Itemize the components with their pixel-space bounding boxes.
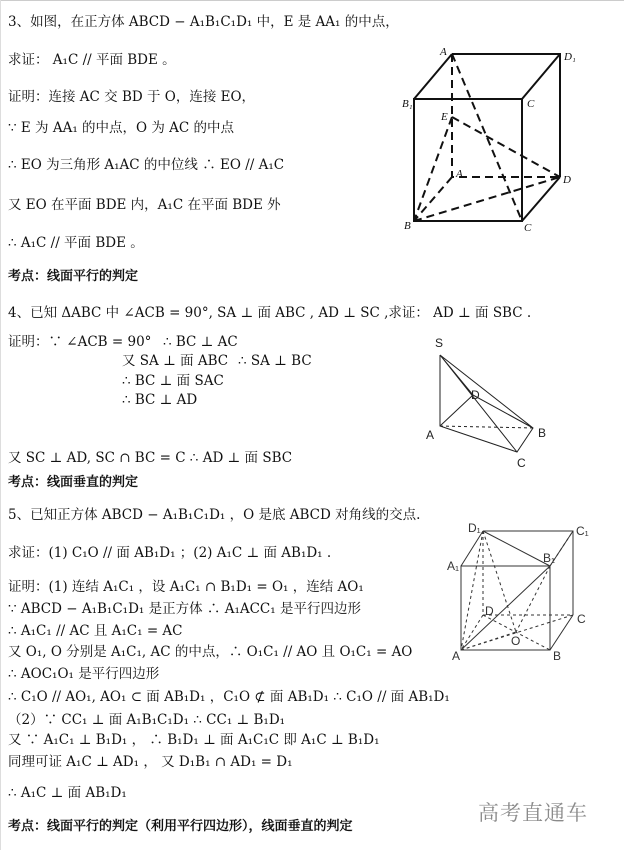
p3-kaodian: 考点：线面平行的判定 [8,269,139,284]
p4-proof-label: 证明：∵ ∠ACB = 90° [8,334,152,350]
label-S: S [435,336,444,350]
p4-step-1-right: ∴ BC ⊥ AC [163,334,238,350]
label-A-lower: A [456,168,463,180]
label-D: D [563,174,571,186]
watermark: 高考直通车 [478,801,588,825]
p5-proof-7: （2）∵ CC₁ ⊥ 面 A₁B₁C₁D₁ ∴ CC₁ ⊥ B₁D₁ [8,712,286,728]
p4-step-2-right: ∴ SA ⊥ BC [238,353,312,369]
p5-proof-4: 又 O₁, O 分别是 A₁C₁, AC 的中点，∴ O₁C₁ // AO 且 O₁C₁ = AO [8,644,413,660]
label-B: B [538,426,547,440]
label-A: A [426,428,435,442]
label-A: A [452,649,461,663]
p3-proof-4: 又 EO 在平面 BDE 内，A₁C 在平面 BDE 外 [8,197,281,213]
label-B: B [553,649,562,663]
label-C: C [517,456,526,470]
p4-last: 又 SC ⊥ AD, SC ∩ BC = C ∴ AD ⊥ 面 SBC [8,450,293,466]
label-A1: A₁ [447,559,460,573]
p3-proof-3: ∴ EO 为三角形 A₁AC 的中位线 ∴ EO // A₁C [8,157,285,173]
p3-title: 3、如图，在正方体 ABCD − A₁B₁C₁D₁ 中，E 是 AA₁ 的中点， [8,14,399,30]
label-D1: D₁ [564,51,576,63]
figure-tetrahedron [440,355,533,452]
label-A: A [440,46,447,58]
label-C: C [524,222,532,234]
p5-proof-9: 同理可证 A₁C ⊥ AD₁ ， 又 D₁B₁ ∩ AD₁ = D₁ [8,754,293,770]
label-B1: B₁ [543,551,556,565]
label-D: D [485,604,494,618]
label-C1: C₁ [576,524,589,538]
p5-proof-6: ∴ C₁O // AO₁, AO₁ ⊂ 面 AB₁D₁ ，C₁O ⊄ 面 AB₁D₁ ∴ C₁O // 面 AB₁D₁ [8,689,450,705]
label-C-top: C [527,98,535,110]
label-B1: B₁ [402,98,413,110]
p5-kaodian: 考点：线面平行的判定（利用平行四边形），线面垂直的判定 [8,819,353,834]
figure-cube-ab1d1-labels [447,521,589,663]
p5-proof-2: ∵ ABCD − A₁B₁C₁D₁ 是正方体 ∴ A₁ACC₁ 是平行四边形 [8,601,361,617]
p5-proof-3: ∴ A₁C₁ // AC 且 A₁C₁ = AC [8,623,183,639]
label-O: O [511,634,521,648]
p4-kaodian: 考点：线面垂直的判定 [8,475,139,490]
figure-cube-ab1d1 [461,531,573,650]
p3-prove: 求证： A₁C // 平面 BDE 。 [8,52,176,68]
label-D: D [471,388,480,402]
p4-title: 4、已知 ΔABC 中 ∠ACB = 90°, SA ⊥ 面 ABC , AD ⊥ SC ,求证： AD ⊥ 面 SBC . [8,305,532,321]
figure-cube-bde [414,54,560,221]
p3-proof-2: ∵ E 为 AA₁ 的中点，O 为 AC 的中点 [8,120,235,136]
p5-prove: 求证：(1) C₁O // 面 AB₁D₁ ；(2) A₁C ⊥ 面 AB₁D₁ . [8,545,332,561]
p4-step-3: ∴ BC ⊥ 面 SAC [122,373,224,389]
p5-proof-10: ∴ A₁C ⊥ 面 AB₁D₁ [8,785,127,801]
p5-title: 5、已知正方体 ABCD − A₁B₁C₁D₁ ，O 是底 ABCD 对角线的交点. [8,507,421,523]
label-B: B [404,220,411,232]
p5-proof-1: 证明：(1) 连结 A₁C₁ ，设 A₁C₁ ∩ B₁D₁ = O₁ ，连结 AO₁ [8,579,364,595]
p4-step-2-left: 又 SA ⊥ 面 ABC [122,353,229,369]
label-E: E [441,111,448,123]
p4-step-4: ∴ BC ⊥ AD [122,392,198,408]
p3-proof-5: ∴ A₁C // 平面 BDE 。 [8,235,144,251]
p5-proof-5: ∴ AOC₁O₁ 是平行四边形 [8,666,160,682]
label-C: C [577,612,586,626]
p3-proof-1: 证明：连接 AC 交 BD 于 O，连接 EO， [8,89,256,105]
figure-tetrahedron-labels [426,336,546,470]
label-D1: D₁ [468,521,481,535]
p5-proof-8: 又 ∵ A₁C₁ ⊥ B₁D₁ ， ∴ B₁D₁ ⊥ 面 A₁C₁C 即 A₁C ⊥ B₁D₁ [8,732,380,748]
